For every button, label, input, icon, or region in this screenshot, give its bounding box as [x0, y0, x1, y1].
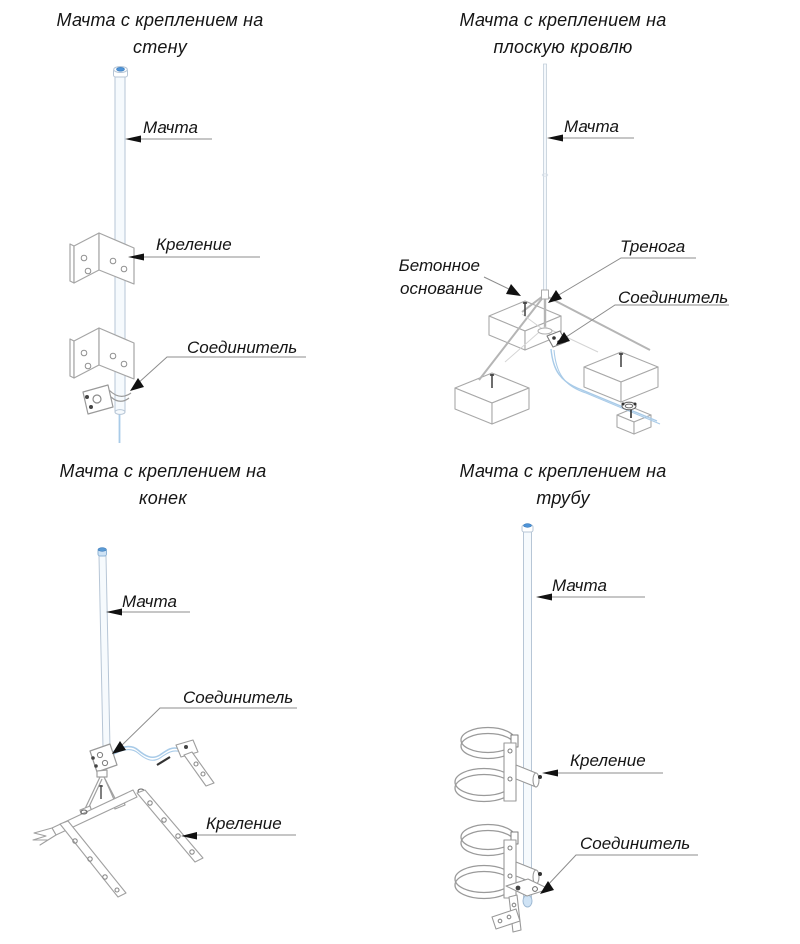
ridge-mast	[98, 548, 110, 748]
ridge-side-bracket	[176, 740, 214, 786]
flat-roof-connector-leader	[560, 305, 729, 341]
title-flat-roof-line1: Мачта с креплением на	[459, 10, 667, 30]
ridge-mast-arrow	[106, 609, 122, 616]
pipe-mount-illustration	[455, 524, 549, 932]
pipe-mast-bottom-tip	[523, 895, 532, 907]
ridge-label-mast: Мачта	[122, 592, 177, 611]
wall-label-mast: Мачта	[143, 118, 198, 137]
ridge-strap-left	[60, 821, 126, 897]
wall-mast-cap-top	[117, 67, 125, 71]
wall-mount-annotations	[125, 118, 306, 391]
flat-roof-label-base-line2: основание	[400, 279, 483, 298]
pipe-label-connector: Соединитель	[580, 834, 691, 853]
title-wall-line2: стену	[133, 37, 187, 57]
pipe-hanging-bracket	[492, 895, 521, 932]
ridge-label-connector: Соединитель	[183, 688, 294, 707]
pipe-label-mast: Мачта	[552, 576, 607, 595]
flat-roof-label-mast: Мачта	[564, 117, 619, 136]
base-arrow	[506, 284, 521, 296]
wall-mast-arrow	[125, 136, 141, 143]
flat-roof-annotations	[399, 117, 729, 345]
pipe-mast	[522, 524, 533, 907]
title-ridge-line1: Мачта с креплением на	[59, 461, 267, 481]
flat-roof-label-tripod: Тренога	[620, 237, 686, 256]
flat-roof-mast	[542, 64, 548, 298]
ridge-label-bracket: Креление	[206, 814, 282, 833]
pipe-bracket-arrow	[542, 770, 558, 777]
flat-roof-label-base-line1: Бетонное	[398, 256, 480, 275]
title-ridge-line2: конек	[139, 488, 187, 508]
flat-roof-label-connector: Соединитель	[618, 288, 729, 307]
title-pipe-line1: Мачта с креплением на	[459, 461, 667, 481]
ridge-annotations	[106, 592, 297, 840]
flat-roof-concrete-blocks	[455, 301, 658, 434]
pipe-mast-arrow	[536, 594, 552, 601]
title-wall-line1: Мачта с креплением на	[56, 10, 264, 30]
pipe-label-bracket: Креление	[570, 751, 646, 770]
title-flat-roof-line2: плоскую кровлю	[493, 37, 633, 57]
ridge-connector	[90, 744, 117, 772]
ridge-main-bar	[33, 789, 144, 845]
pipe-annotations	[536, 576, 698, 894]
wall-connector-leader	[136, 357, 306, 385]
wall-label-bracket: Креление	[156, 235, 232, 254]
title-pipe-line2: трубу	[536, 488, 590, 508]
ridge-connector-leader	[118, 708, 297, 749]
serrated-end	[33, 828, 56, 845]
ridge-strap-right	[137, 790, 203, 862]
wall-mount-illustration	[70, 67, 134, 444]
wall-label-connector: Соединитель	[187, 338, 298, 357]
pipe-connector-leader	[545, 855, 698, 888]
flat-roof-mast-arrow	[547, 135, 563, 142]
